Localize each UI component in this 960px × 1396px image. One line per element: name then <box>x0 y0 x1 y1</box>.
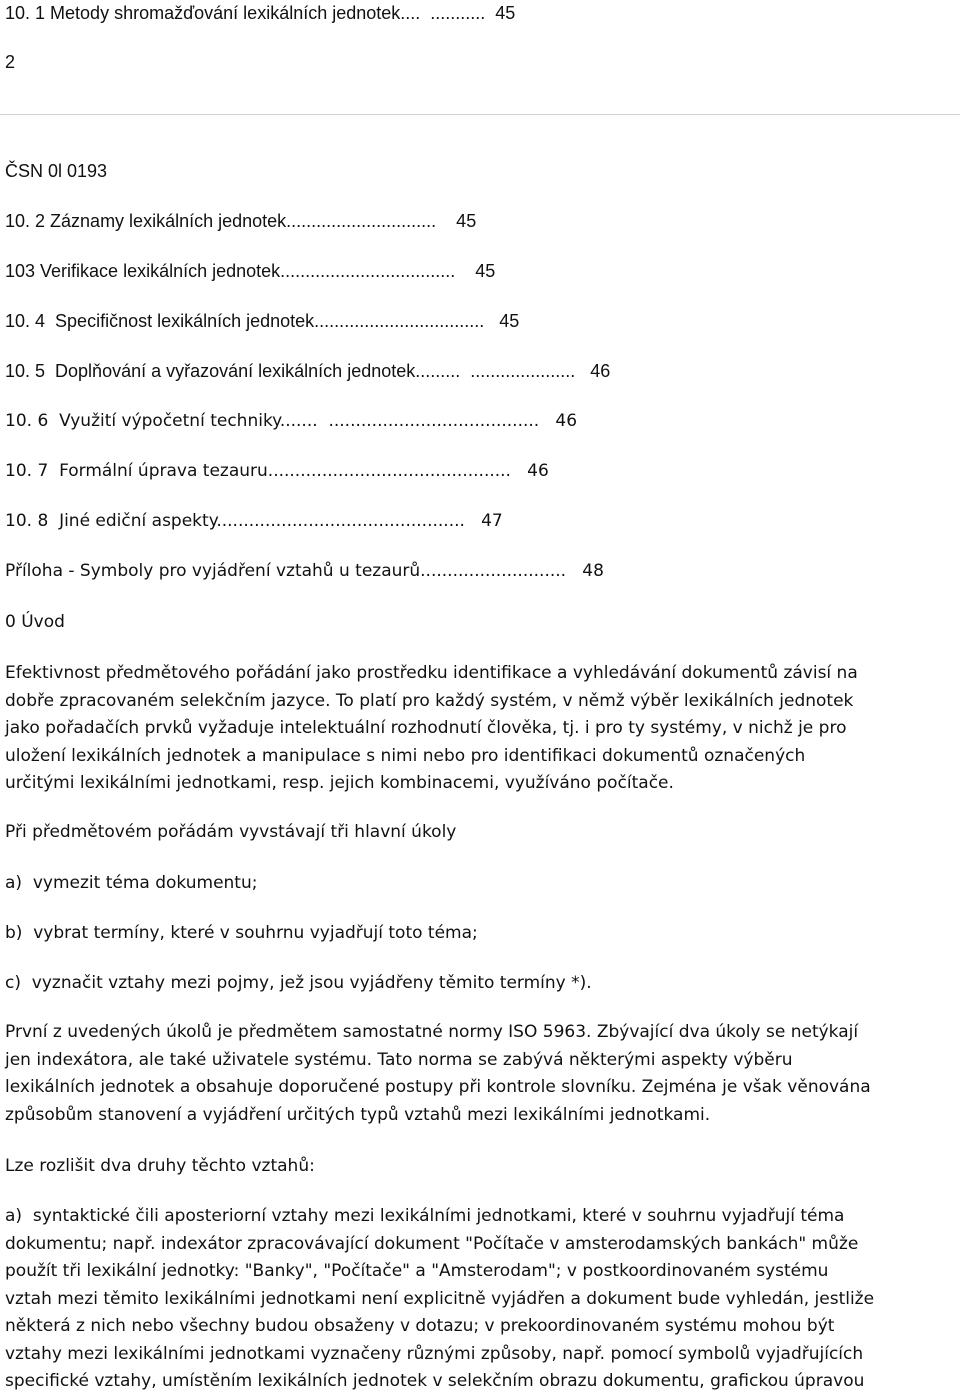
toc-entry-10-8: 10. 8 Jiné ediční aspekty.............................................. 47 <box>5 511 503 531</box>
paragraph-line: určitými lexikálními jednotkami, resp. jejich kombinacemi, využíváno počítače. <box>5 773 674 793</box>
paragraph-line: vztah mezi těmito lexikálními jednotkami není explicitně vyjádřen a dokument bude vyhledán, jestliže <box>5 1288 875 1309</box>
paragraph-line: dokumentu; např. indexátor zpracovávající dokument "Počítače v amsterodamských bankách" může <box>5 1233 859 1254</box>
paragraph-line: vztahy mezi lexikálními jednotkami vyznačeny různými způsoby, např. pomocí symbolů vyjadřujících <box>5 1343 864 1364</box>
toc-entry-10-1: 10. 1 Metody shromažďování lexikálních jednotek.... ........... 45 <box>5 3 516 23</box>
page-number: 2 <box>5 52 16 72</box>
paragraph-line: První z uvedených úkolů je předmětem samostatné normy ISO 5963. Zbývající dva úkoly se netýkají <box>5 1022 859 1042</box>
paragraph-syntactic-relations <box>5 1203 955 1396</box>
intro-heading: 0 Úvod <box>5 612 65 632</box>
standard-code: ČSN 0l 0193 <box>5 161 108 181</box>
paragraph-line: jako pořadačích prvků vyžaduje intelektuální rozhodnutí člověka, tj. i pro ty systémy, v nichž je pro <box>5 718 847 738</box>
paragraph-line: použít tři lexikální jednotky: "Banky", "Počítače" a "Amsterodam"; v postkoordinovaném systému <box>5 1261 829 1281</box>
paragraph-line: a) syntaktické čili aposteriorní vztahy mezi lexikálními jednotkami, které v souhrnu vyjadřují téma <box>5 1206 845 1226</box>
toc-entry-appendix: Příloha - Symboly pro vyjádření vztahů u tezaurů........................... 48 <box>5 561 604 581</box>
paragraph-main-tasks: Při předmětovém pořádám vyvstávají tři hlavní úkoly <box>5 822 457 842</box>
toc-entry-10-5: 10. 5 Doplňování a vyřazování lexikálních jednotek......... ..................... 46 <box>5 361 611 381</box>
toc-entry-10-4: 10. 4 Specifičnost lexikálních jednotek.................................. 45 <box>5 311 520 331</box>
paragraph-line: lexikálních jednotek a obsahuje doporučené postupy při kontrole slovníku. Zejména je však věnována <box>5 1077 871 1097</box>
paragraph-line: dobře zpracovaném selekčním jazyce. To platí pro každý systém, v němž výběr lexikálních jednotek <box>5 690 854 711</box>
page-separator <box>0 114 960 115</box>
paragraph-iso-5963 <box>5 1019 955 1129</box>
task-item-c: c) vyznačit vztahy mezi pojmy, jež jsou vyjádřeny těmito termíny *). <box>5 973 592 993</box>
paragraph-line: uložení lexikálních jednotek a manipulace s nimi nebo pro identifikaci dokumentů označených <box>5 745 806 766</box>
toc-entry-10-6: 10. 6 Využití výpočetní techniky....... ....................................... 46 <box>5 411 578 431</box>
paragraph-effectiveness <box>5 660 955 798</box>
toc-entry-10-2: 10. 2 Záznamy lexikálních jednotek.............................. 45 <box>5 211 477 231</box>
task-item-a: a) vymezit téma dokumentu; <box>5 873 258 893</box>
paragraph-line: jen indexátora, ale také uživatele systému. Tato norma se zabývá některými aspekty výběru <box>5 1049 793 1070</box>
paragraph-relation-types: Lze rozlišit dva druhy těchto vztahů: <box>5 1156 315 1176</box>
toc-entry-10-3: 103 Verifikace lexikálních jednotek................................... 45 <box>5 261 496 281</box>
paragraph-line: Efektivnost předmětového pořádání jako prostředku identifikace a vyhledávání dokumentů závisí na <box>5 663 858 683</box>
paragraph-line: specifické vztahy, umístěním lexikálních jednotek v selekčním obrazu dokumentu, grafickou úpravou <box>5 1371 865 1391</box>
paragraph-line: některá z nich nebo všechny budou obsaženy v dotazu; v prekoordinovaném systému mohou být <box>5 1316 835 1336</box>
paragraph-line: způsobům stanovení a vyjádření určitých typů vztahů mezi lexikálními jednotkami. <box>5 1104 711 1125</box>
task-item-b: b) vybrat termíny, které v souhrnu vyjadřují toto téma; <box>5 923 478 943</box>
toc-entry-10-7: 10. 7 Formální úprava tezauru............................................. 46 <box>5 461 549 481</box>
